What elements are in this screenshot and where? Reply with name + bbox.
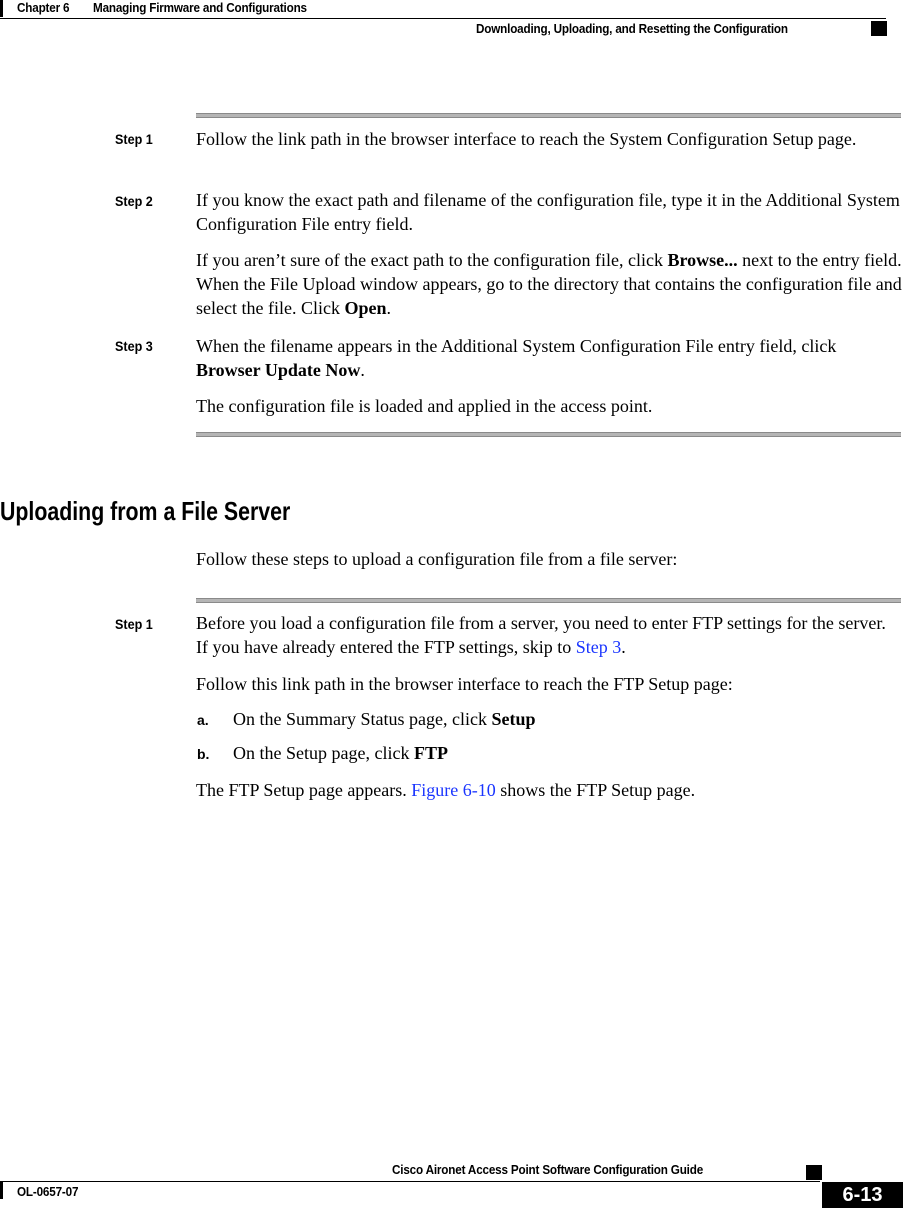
step-2-text: If you know the exact path and filename of the configuration file, type it in the Additional System Configuration File entry field.	[196, 190, 900, 234]
chapter-title: Managing Firmware and Configurations	[93, 0, 307, 15]
follow-link-text: Follow this link path in the browser interface to reach the FTP Setup page:	[196, 674, 733, 694]
procedure-top-separator	[196, 113, 901, 118]
step-3-label: Step 3	[115, 338, 153, 354]
procedure-bottom-separator	[196, 432, 901, 437]
section-heading: Uploading from a File Server	[0, 496, 291, 526]
step-3-text: When the filename appears in the Additional System Configuration File entry field, click Browser Update Now.	[196, 336, 837, 380]
substep-a-text: On the Summary Status page, click Setup	[233, 709, 536, 729]
substep-b-text: On the Setup page, click FTP	[233, 743, 448, 763]
footer-left-bar	[0, 1182, 3, 1199]
footer-right-block-top	[806, 1165, 822, 1180]
guide-title: Cisco Aironet Access Point Software Configuration Guide	[392, 1162, 704, 1177]
step-3-link[interactable]: Step 3	[575, 637, 622, 657]
step-1b-text: Before you load a configuration file from a server, you need to enter FTP settings for the server. If you have already entered the FTP settings, skip to Step 3.	[196, 613, 886, 657]
step-2-browse-paragraph: If you aren’t sure of the exact path to the configuration file, click Browse... next to the entry field. When the File Upload window appears, go to the directory that contains the configuration file and select the file. Click Open.	[196, 250, 902, 318]
section-running-title: Downloading, Uploading, and Resetting the Configuration	[476, 21, 788, 36]
chapter-label: Chapter 6	[17, 0, 70, 15]
section-intro: Follow these steps to upload a configuration file from a file server:	[196, 549, 678, 569]
ftp-setup-text: The FTP Setup page appears. Figure 6-10 shows the FTP Setup page.	[196, 780, 696, 800]
step-1-text: Follow the link path in the browser interface to reach the System Configuration Setup page.	[196, 129, 857, 149]
step-3-result: The configuration file is loaded and applied in the access point.	[196, 396, 653, 416]
substep-b-label: b.	[197, 746, 210, 762]
step-1-label: Step 1	[115, 131, 153, 147]
substep-a-label: a.	[197, 712, 209, 728]
doc-number: OL-0657-07	[17, 1184, 79, 1199]
procedure2-top-separator	[196, 598, 901, 603]
header-rule	[0, 18, 886, 19]
header-left-bar	[0, 0, 3, 17]
figure-link[interactable]: Figure 6-10	[411, 780, 496, 800]
footer-rule	[0, 1181, 820, 1182]
page-number: 6-13	[842, 1184, 883, 1206]
step-2-label: Step 2	[115, 193, 153, 209]
step-1b-label: Step 1	[115, 616, 153, 632]
header-right-block	[871, 21, 887, 36]
